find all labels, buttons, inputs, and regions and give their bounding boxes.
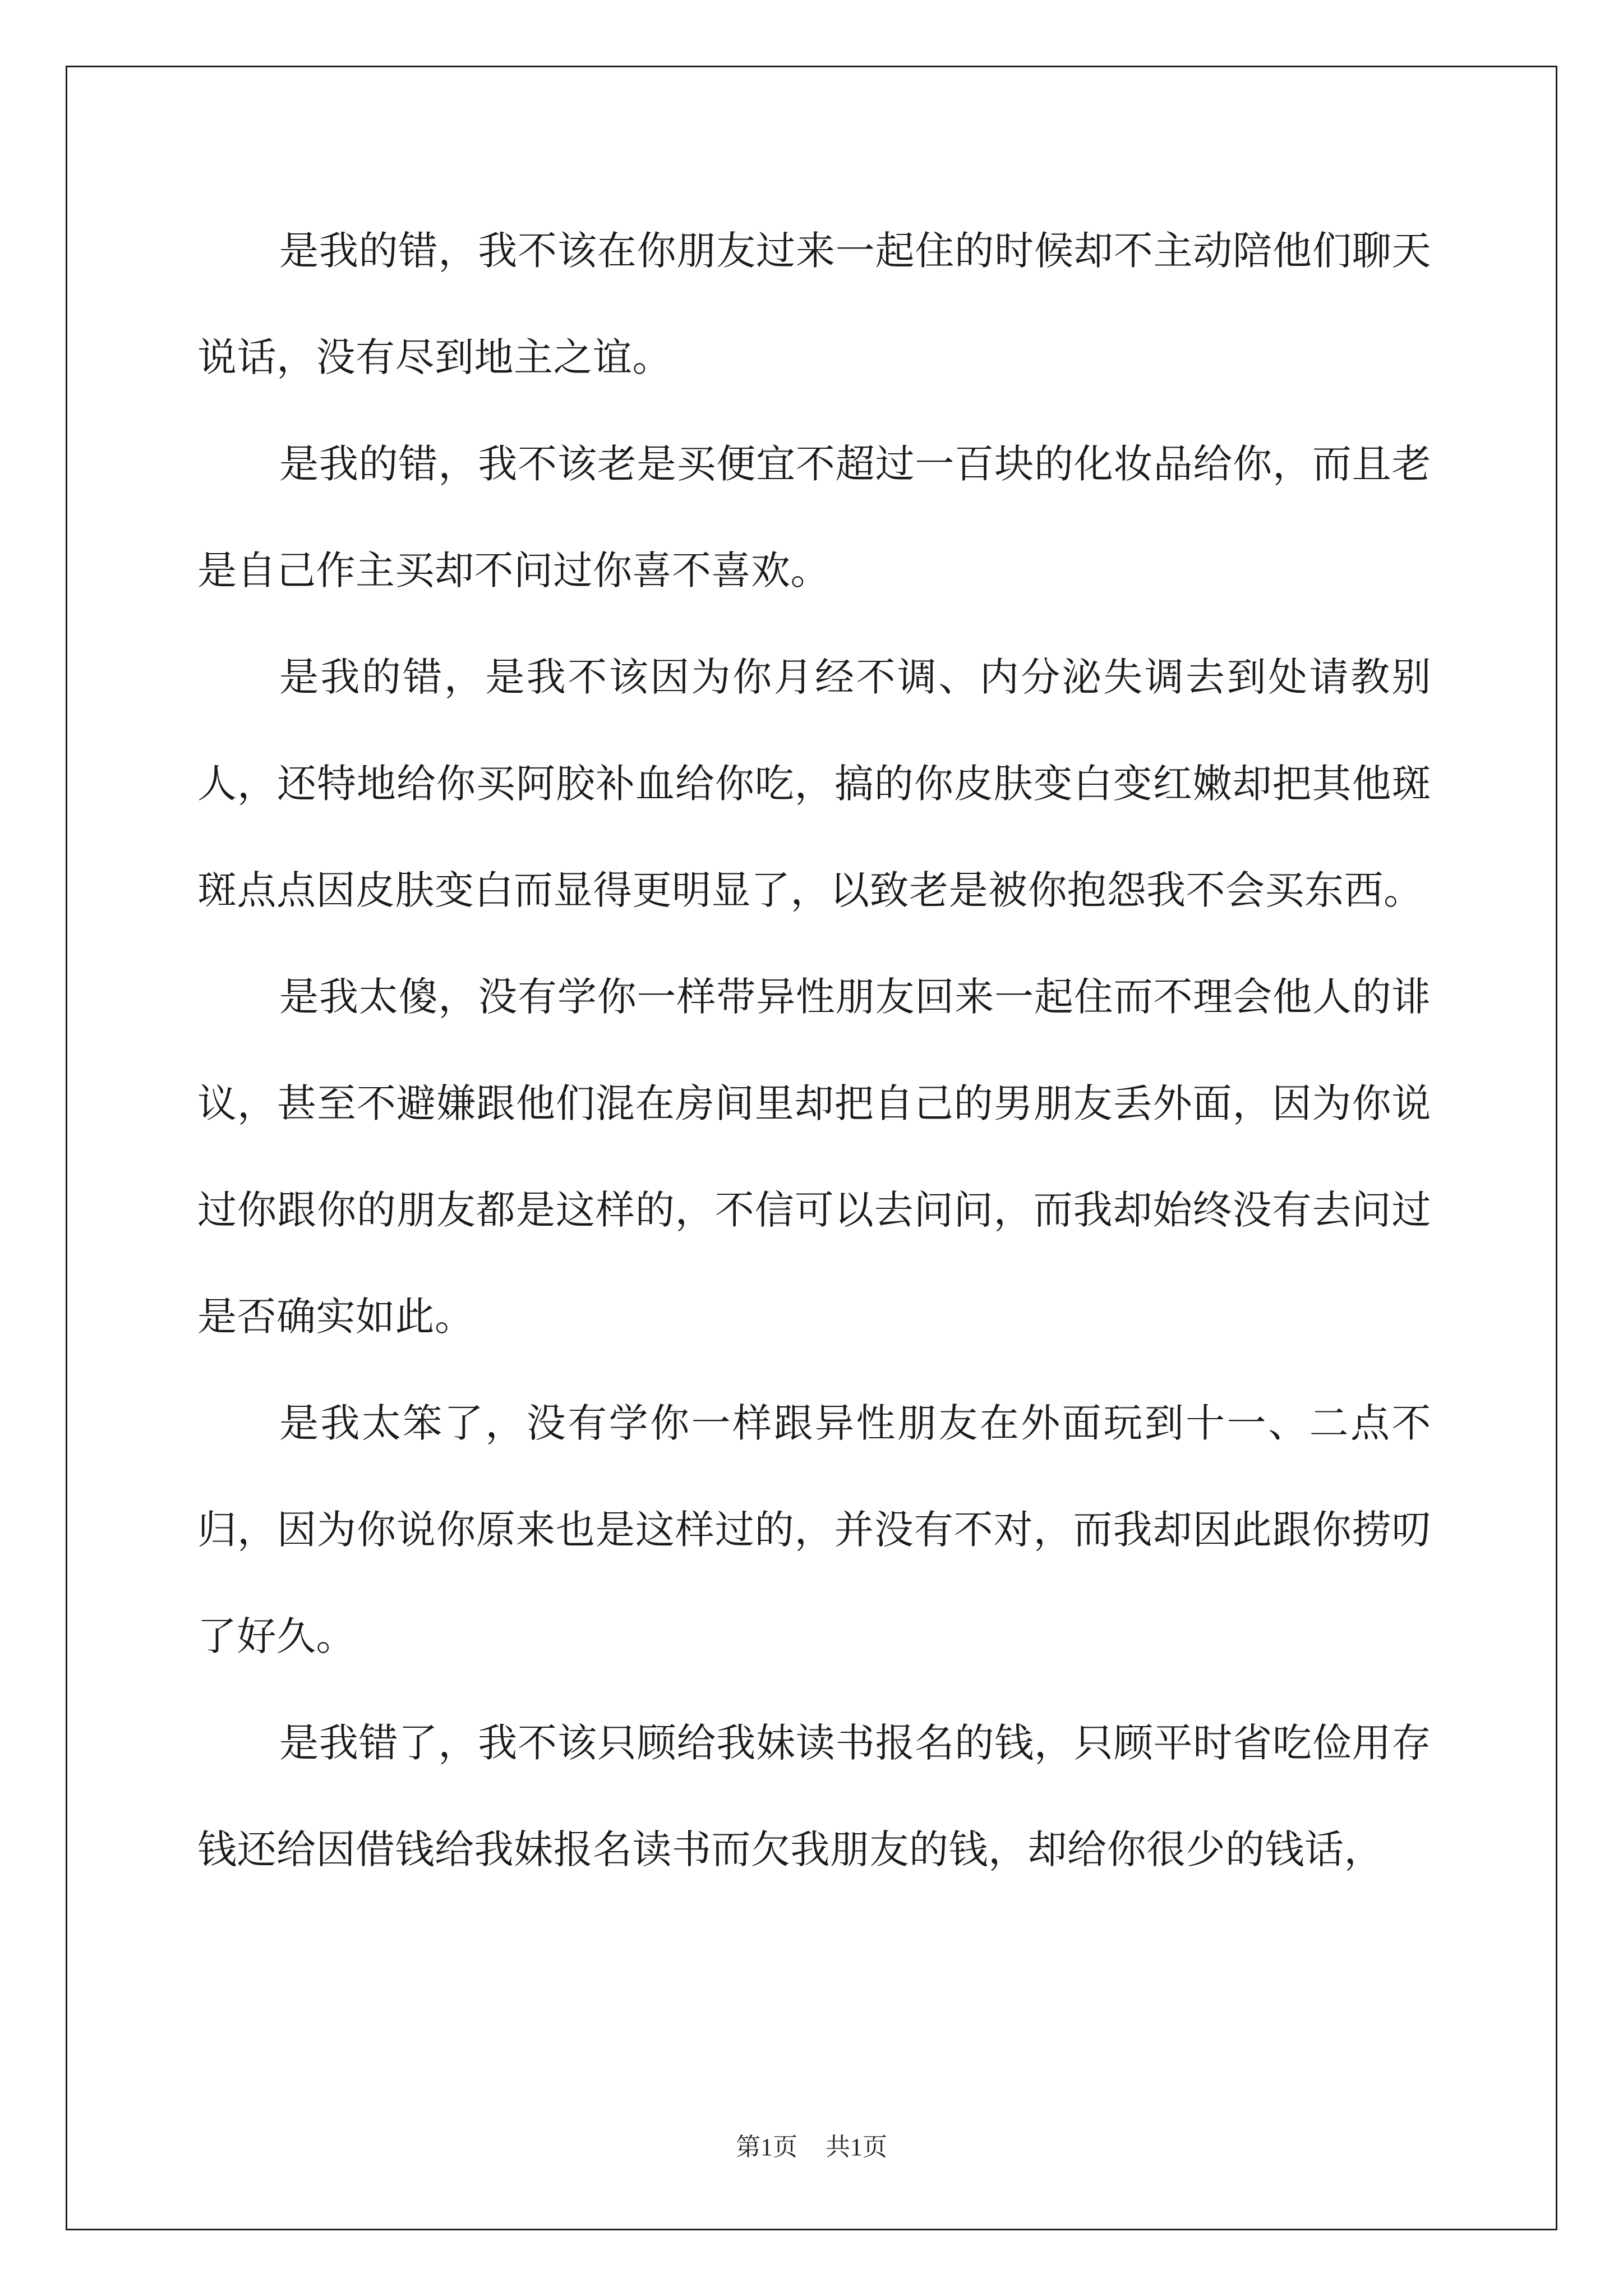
page-number-current: 第1页 bbox=[736, 2133, 797, 2161]
paragraph: 是我太傻，没有学你一样带异性朋友回来一起住而不理会他人的诽议，甚至不避嫌跟他们混在房间里却把自己的男朋友丢外面，因为你说过你跟你的朋友都是这样的，不信可以去问问，而我却始终没有去问过是否确实如此。 bbox=[197, 974, 1431, 1340]
paragraph: 是我的错，是我不该因为你月经不调、内分泌失调去到处请教别人，还特地给你买阿胶补血给你吃，搞的你皮肤变白变红嫩却把其他斑斑点点因皮肤变白而显得更明显了，以致老是被你抱怨我不会买东西。 bbox=[197, 654, 1431, 913]
paragraph: 是我的错，我不该老是买便宜不超过一百块的化妆品给你，而且老是自己作主买却不问过你喜不喜欢。 bbox=[197, 441, 1431, 593]
paragraph: 是我的错，我不该在你朋友过来一起住的时候却不主动陪他们聊天说话，没有尽到地主之谊。 bbox=[197, 228, 1431, 380]
page-footer bbox=[0, 2131, 1623, 2164]
paragraph: 是我太笨了，没有学你一样跟异性朋友在外面玩到十一、二点不归，因为你说你原来也是这样过的，并没有不对，而我却因此跟你捞叨了好久。 bbox=[197, 1400, 1431, 1659]
page-number-total: 共1页 bbox=[826, 2133, 887, 2161]
paragraph: 是我错了，我不该只顾给我妹读书报名的钱，只顾平时省吃俭用存钱还给因借钱给我妹报名读书而欠我朋友的钱，却给你很少的钱话， bbox=[197, 1720, 1431, 1872]
document-body bbox=[197, 197, 1431, 1903]
